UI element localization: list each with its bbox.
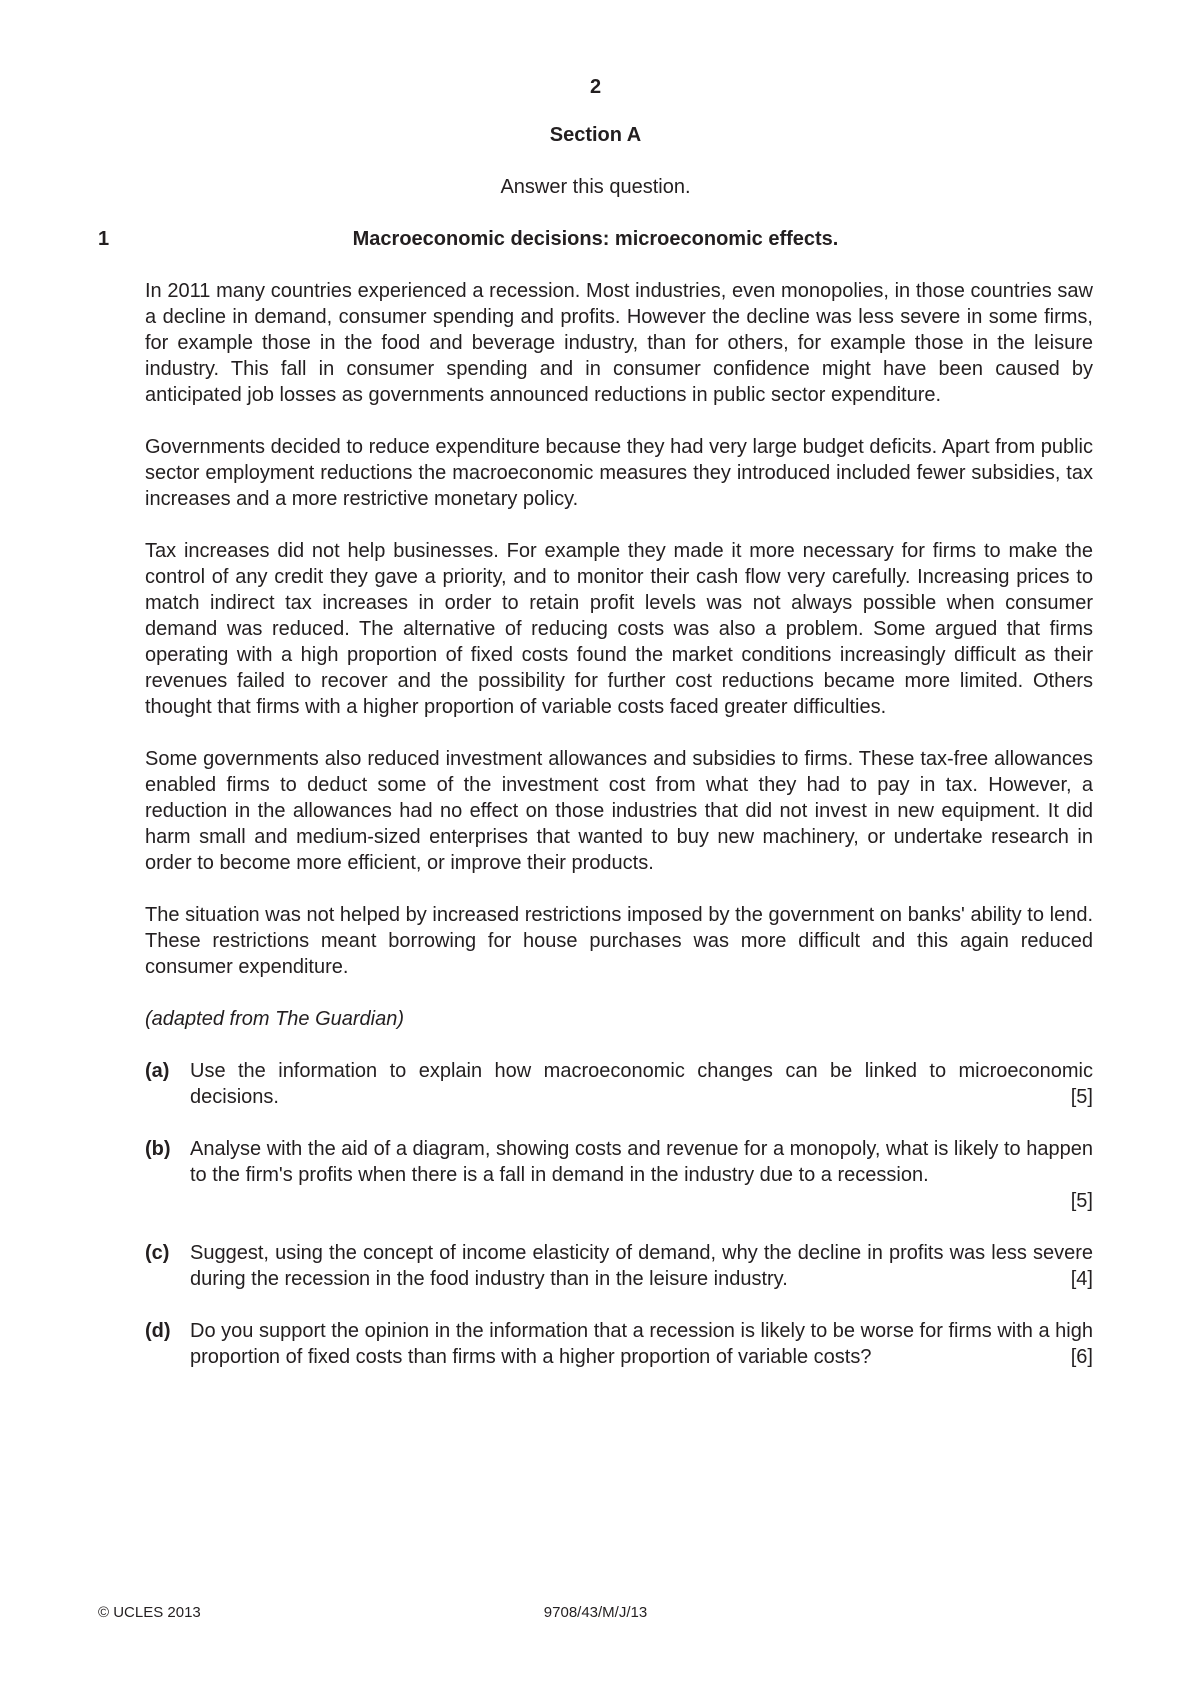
part-b — [145, 1136, 1093, 1214]
source-citation: (adapted from The Guardian) — [145, 1008, 405, 1030]
paragraph-1: In 2011 many countries experienced a recession. Most industries, even monopolies, in those countries saw a decline in demand, consumer spending and profits. However the decline was less severe in some firms, for example those in the food and beverage industry, than for others, for example those in the leisure industry. This fall in consumer spending and in consumer confidence might have been caused by anticipated job losses as governments announced reductions in public sector expenditure. — [145, 280, 1093, 406]
part-text — [190, 1240, 1093, 1292]
instruction-text: Answer this question. — [500, 176, 691, 198]
part-label: (c) — [145, 1242, 170, 1264]
paragraph-4: Some governments also reduced investment allowances and subsidies to firms. These tax-free allowances enabled firms to deduct some of the investment cost from what they had to pay in tax. However, a reduction in the allowances had no effect on those industries that did not invest in new equipment. It did harm small and medium-sized enterprises that wanted to buy new machinery, or undertake research in order to become more efficient, or improve their products. — [145, 748, 1093, 874]
part-label: (d) — [145, 1320, 171, 1342]
part-label: (b) — [145, 1138, 171, 1160]
page-number: 2 — [589, 76, 602, 98]
paragraph-3: Tax increases did not help businesses. For example they made it more necessary for firms to make the control of any credit they gave a priority, and to monitor their cash flow very carefully. Increasing prices to match indirect tax increases in order to retain profit levels was not always possible when consumer demand was reduced. The alternative of reducing costs was also a problem. Some argued that firms operating with a high proportion of fixed costs found the market conditions increasingly difficult as their revenues failed to recover and the possibility for further cost reductions became more limited. Others thought that firms with a higher proportion of variable costs faced greater difficulties. — [145, 540, 1093, 718]
footer-paper-code: 9708/43/M/J/13 — [543, 1604, 648, 1621]
part-question: Analyse with the aid of a diagram, showing costs and revenue for a monopoly, what is likely to happen to the firm's profits when there is a fall in demand in the industry due to a recession. — [190, 1138, 1093, 1186]
part-text — [190, 1136, 1093, 1214]
section-title: Section A — [549, 124, 642, 146]
question-body — [145, 278, 1093, 1396]
part-marks: [5] — [1070, 1086, 1093, 1108]
part-marks: [4] — [1070, 1268, 1093, 1290]
part-d — [145, 1318, 1093, 1370]
part-question: Suggest, using the concept of income elasticity of demand, why the decline in profits was less severe during the recession in the food industry than in the leisure industry. — [190, 1242, 1093, 1290]
part-a — [145, 1058, 1093, 1110]
part-c — [145, 1240, 1093, 1292]
footer-copyright: © UCLES 2013 — [98, 1604, 201, 1621]
part-marks: [5] — [1070, 1190, 1093, 1212]
paragraph-5: The situation was not helped by increased restrictions imposed by the government on banks' ability to lend. These restrictions meant borrowing for house purchases was more difficult and this again reduced consumer expenditure. — [145, 904, 1093, 978]
part-marks: [6] — [1070, 1346, 1093, 1368]
paragraph-2: Governments decided to reduce expenditure because they had very large budget deficits. Apart from public sector employment reductions the macroeconomic measures they introduced included fewer subsidies, tax increases and a more restrictive monetary policy. — [145, 436, 1093, 510]
part-question: Use the information to explain how macroeconomic changes can be linked to microeconomic decisions. — [190, 1060, 1093, 1108]
part-label: (a) — [145, 1060, 170, 1082]
question-title: Macroeconomic decisions: microeconomic effects. — [352, 228, 839, 250]
part-text — [190, 1318, 1093, 1370]
question-number: 1 — [98, 228, 110, 250]
part-text — [190, 1058, 1093, 1110]
part-question: Do you support the opinion in the information that a recession is likely to be worse for firms with a high proportion of fixed costs than firms with a higher proportion of variable costs? — [190, 1320, 1093, 1368]
